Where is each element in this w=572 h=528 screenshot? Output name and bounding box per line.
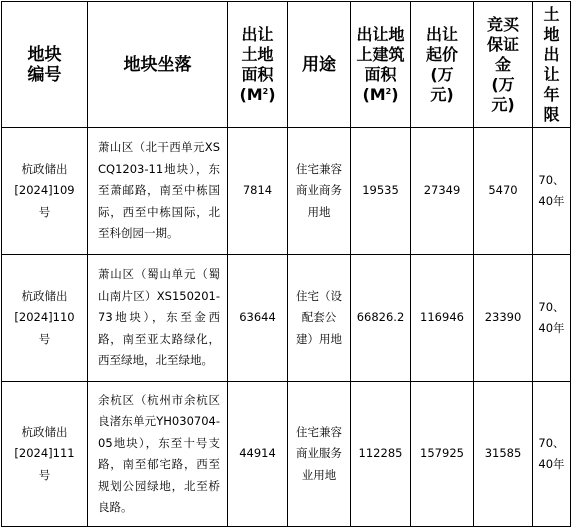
cell-block-no: 杭政储出 [2024]109 号 — [2, 128, 88, 255]
cell-deposit: 5470 — [474, 128, 533, 255]
header-build-area-sup: 2 — [385, 86, 392, 96]
land-parcel-table — [1, 1, 571, 527]
cell-build-area: 112285 — [351, 382, 411, 527]
cell-land-area: 44914 — [228, 382, 288, 527]
header-deposit: 竞买 保证 金 (万 元) — [474, 2, 533, 128]
cell-term: 70、40年 — [533, 128, 571, 255]
table-row — [2, 382, 571, 527]
cell-start-price: 157925 — [411, 382, 474, 527]
header-build-area-label: 出让地 上建筑 面积 (M — [356, 24, 405, 104]
cell-land-area: 63644 — [228, 255, 288, 382]
cell-location: 萧山区（蜀山单元（蜀山南片区）XS150201-73地块），东至金西路，南至亚太路绿化，西至绿地，北至绿地。 — [88, 255, 228, 382]
header-start-price: 出让 起价 (万 元) — [411, 2, 474, 128]
cell-deposit: 23390 — [474, 255, 533, 382]
cell-start-price: 116946 — [411, 255, 474, 382]
cell-term: 70、40年 — [533, 255, 571, 382]
cell-location: 萧山区（北干西单元XSCQ1203-11地块），东至萧邮路，南至中栋国际，西至中栋国际，北至科创园一期。 — [88, 128, 228, 255]
cell-use: 住宅（设配套公建）用地 — [288, 255, 351, 382]
cell-use: 住宅兼容商业商务用地 — [288, 128, 351, 255]
table-row — [2, 128, 571, 255]
cell-land-area: 7814 — [228, 128, 288, 255]
cell-block-no: 杭政储出 [2024]111 号 — [2, 382, 88, 527]
header-use: 用途 — [288, 2, 351, 128]
header-build-area — [351, 2, 411, 128]
header-build-area-close: ) — [391, 84, 399, 104]
header-land-area — [228, 2, 288, 128]
cell-build-area: 66826.2 — [351, 255, 411, 382]
cell-deposit: 31585 — [474, 382, 533, 527]
header-location: 地块坐落 — [88, 2, 228, 128]
table-row — [2, 255, 571, 382]
cell-build-area: 19535 — [351, 128, 411, 255]
header-block-no: 地块 编号 — [2, 2, 88, 128]
cell-start-price: 27349 — [411, 128, 474, 255]
header-land-area-label: 出让 土地 面积 (M — [239, 24, 274, 104]
header-land-area-close: ) — [268, 84, 276, 104]
header-land-area-sup: 2 — [262, 86, 269, 96]
table-header-row — [2, 2, 571, 128]
cell-location: 余杭区（杭州市余杭区良渚东单元YH030704-05地块），东至十号支路，南至郁宅路，西至规划公园绿地，北至桥良路。 — [88, 382, 228, 527]
cell-term: 70、40年 — [533, 382, 571, 527]
header-term: 土 地 出 让 年 限 — [533, 2, 571, 128]
cell-use: 住宅兼容商业服务业用地 — [288, 382, 351, 527]
cell-block-no: 杭政储出 [2024]110 号 — [2, 255, 88, 382]
